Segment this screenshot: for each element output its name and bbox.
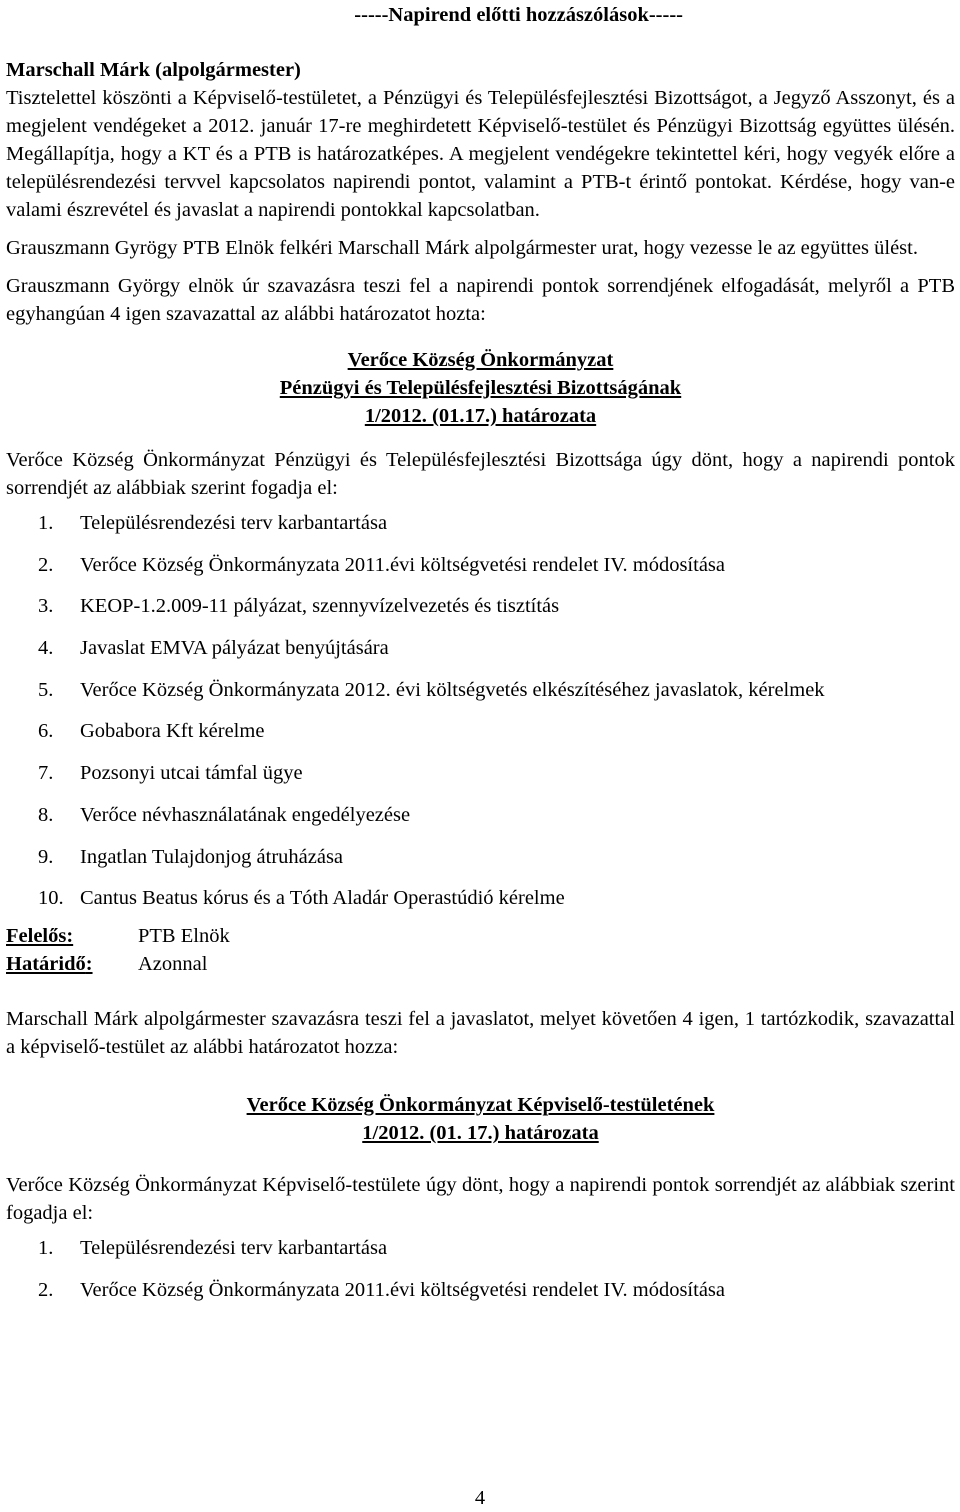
deadline-row [6, 950, 955, 978]
list-item [6, 551, 955, 579]
deadline-value: Azonnal [138, 952, 208, 975]
list-item [6, 843, 955, 871]
item-number: 5. [38, 678, 54, 701]
item-number: 2. [38, 1278, 54, 1301]
item-text: Településrendezési terv karbantartása [80, 1236, 388, 1259]
item-text: Verőce névhasználatának engedélyezése [80, 803, 411, 826]
item-text: Cantus Beatus kórus és a Tóth Aladár Operastúdió kérelme [80, 887, 565, 910]
decision-2-body: Verőce Község Önkormányzat Képviselő-testülete úgy dönt, hogy a napirendi pontok sorrendjét az alábbiak szerint fogadja el: [6, 1173, 955, 1224]
section-header: -----Napirend előtti hozzászólások----- [354, 4, 683, 26]
decision-2-title-line-2: 1/2012. (01. 17.) határozata [362, 1121, 599, 1144]
responsibility-block [6, 922, 955, 978]
item-number: 4. [38, 637, 54, 660]
decision-2-title-line-1: Verőce Község Önkormányzat Képviselő-testületének [246, 1093, 715, 1116]
decision-1-title-line-2: Pénzügyi és Településfejlesztési Bizottságának [279, 377, 682, 399]
decision-1-body: Verőce Község Önkormányzat Pénzügyi és Településfejlesztési Bizottsága úgy dönt, hogy a napirendi pontok sorrendjét az alábbiak szerint fogadja el: [6, 449, 955, 499]
list-item [6, 1276, 955, 1304]
intro-paragraph: Tisztelettel köszönti a Képviselő-testületet, a Pénzügyi és Településfejlesztési Bizottságot, a Jegyző Asszonyt, és a megjelent vendégeket a 2012. január 17-re meghirdetett Képviselő-testület és Pénzügyi Bizottság együttes ülésén. Megállapítja, hogy a KT és a PTB is határozatképes. A megjelent vendégekre tekintettel kéri, hogy vegyék előre a településrendezési tervvel kapcsolatos napirendi pontot, valamint a PTB-t érintő pontokat. Kérdése, hogy van-e valami észrevétel és javaslat a napirendi pontokkal kapcsolatban. [6, 87, 955, 221]
list-item [6, 592, 955, 620]
item-number: 8. [38, 803, 54, 826]
vote-paragraph-2: Marschall Márk alpolgármester szavazásra teszi fel a javaslatot, melyet követően 4 igen, 1 tartózkodik, szavazattal a képviselő-testület az alábbi határozatot hozza: [6, 1007, 955, 1058]
item-text: Ingatlan Tulajdonjog átruházása [80, 845, 344, 868]
list-item [6, 801, 955, 829]
item-number: 9. [38, 845, 54, 868]
responsible-label: Felelős: [6, 924, 74, 947]
responsible-row [6, 922, 955, 950]
item-number: 1. [38, 512, 54, 534]
item-text: Javaslat EMVA pályázat benyújtására [80, 637, 389, 660]
item-number: 1. [38, 1236, 54, 1259]
list-item [6, 509, 955, 537]
item-number: 3. [38, 595, 54, 618]
speaker-name: Marschall Márk (alpolgármester) [6, 59, 301, 81]
item-text: Gobabora Kft kérelme [80, 720, 265, 743]
responsible-value: PTB Elnök [138, 924, 230, 947]
item-number: 7. [38, 762, 54, 785]
item-number: 10. [38, 887, 64, 910]
decision-1-title-line-3: 1/2012. (01.17.) határozata [364, 405, 597, 427]
list-item [6, 884, 955, 912]
page-number: 4 [474, 1487, 486, 1509]
list-item [6, 676, 955, 704]
item-text: Verőce Község Önkormányzata 2012. évi költségvetés elkészítéséhez javaslatok, kérelmek [80, 678, 825, 701]
decision-1-agenda-list [6, 509, 955, 912]
list-item [6, 1234, 955, 1262]
list-item [6, 634, 955, 662]
item-text: Településrendezési terv karbantartása [80, 512, 388, 534]
item-text: Pozsonyi utcai támfal ügye [80, 762, 303, 785]
request-paragraph: Grauszmann Gyrögy PTB Elnök felkéri Marschall Márk alpolgármester urat, hogy vezesse le az együttes ülést. [6, 237, 918, 259]
document-page [6, 0, 955, 1317]
item-text: Verőce Község Önkormányzata 2011.évi költségvetési rendelet IV. módosítása [80, 1278, 725, 1301]
decision-2-title [6, 1091, 955, 1147]
item-number: 6. [38, 720, 54, 743]
vote-paragraph-1: Grauszmann György elnök úr szavazásra teszi fel a napirendi pontok sorrendjének elfogadását, melyről a PTB egyhangúan 4 igen szavazattal az alábbi határozatot hozta: [6, 275, 955, 325]
decision-2-agenda-list [6, 1234, 955, 1304]
item-number: 2. [38, 553, 54, 576]
item-text: Verőce Község Önkormányzata 2011.évi költségvetési rendelet IV. módosítása [80, 553, 725, 576]
list-item [6, 759, 955, 787]
item-text: KEOP-1.2.009-11 pályázat, szennyvízelvezetés és tisztítás [80, 595, 560, 618]
deadline-label: Határidő: [6, 952, 93, 975]
list-item [6, 717, 955, 745]
decision-1-title [6, 346, 955, 430]
decision-1-title-line-1: Verőce Község Önkormányzat [347, 349, 614, 371]
